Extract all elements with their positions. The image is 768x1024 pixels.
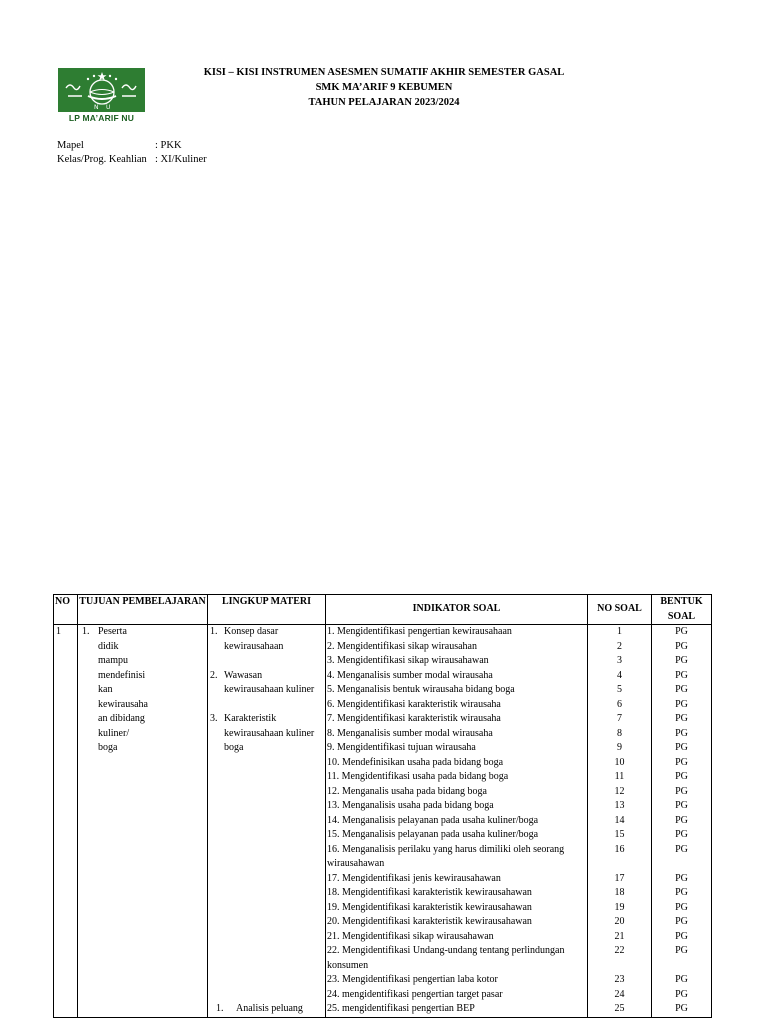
tujuan-line: didik	[98, 640, 119, 652]
lingkup-text: Karakteristik kewirausahaan kuliner boga	[224, 713, 315, 753]
indikator-item: 15. Menganalisis pelayanan pada usaha kuliner/boga	[327, 829, 539, 840]
svg-text:N: N	[94, 104, 99, 111]
no-soal-value: 23	[614, 974, 625, 985]
document-title-line-3: TAHUN PELAJARAN 2023/2024	[308, 97, 460, 108]
bentuk-soal-value: PG	[675, 945, 688, 956]
bentuk-soal-value: PG	[675, 887, 688, 898]
lingkup-bottom-number: 1.	[216, 1003, 224, 1014]
lingkup-text: Konsep dasar kewirausahaan	[224, 626, 284, 652]
no-soal-value: 19	[614, 901, 625, 913]
lingkup-cell	[208, 625, 326, 1018]
lingkup-list	[210, 625, 323, 756]
indikator-item: 17. Mengidentifikasi jenis kewirausahawan	[327, 872, 501, 884]
header-bentuk: BENTUK SOAL	[652, 595, 712, 625]
no-soal-value: 2	[617, 640, 622, 652]
no-soal-value: 13	[614, 800, 625, 811]
header-indikator: INDIKATOR SOAL	[326, 595, 588, 625]
indikator-item: 13. Menganalisis usaha pada bidang boga	[327, 800, 494, 811]
indikator-cell	[326, 625, 588, 1018]
no-soal-value: 6	[617, 698, 622, 710]
indikator-item: 18. Mengidentifikasi karakteristik kewirausahawan	[327, 887, 532, 898]
lingkup-bottom-text: Analisis peluang	[236, 1003, 303, 1014]
bentuk-soal-value: PG	[675, 916, 688, 927]
tujuan-line: mampu	[98, 655, 128, 666]
indikator-item: 8. Menganalisis sumber modal wirausaha	[327, 727, 493, 739]
bentuk-soal-value: PG	[675, 698, 688, 710]
header-tujuan: TUJUAN PEMBELAJARAN	[78, 595, 208, 625]
kelas-value: : XI/Kuliner	[155, 154, 207, 165]
bentuk-soal-value: PG	[675, 814, 688, 826]
no-soal-value: 15	[614, 829, 625, 840]
lingkup-text: Wawasan kewirausahaan kuliner	[224, 669, 315, 695]
tujuan-line: kuliner/	[98, 727, 130, 739]
indikator-item: 24. mengidentifikasi pengertian target pasar	[327, 988, 503, 1000]
lingkup-number: 3.	[210, 713, 218, 724]
indikator-item: 16. Menganalisis perilaku yang harus dimiliki oleh seorang wirausahawan	[327, 843, 565, 869]
lingkup-item	[210, 669, 323, 698]
tujuan-line: Peserta	[98, 626, 127, 637]
lingkup-number: 2.	[210, 669, 218, 681]
header-no: NO	[54, 595, 78, 625]
no-soal-value: 12	[614, 785, 625, 797]
indikator-item: 19. Mengidentifikasi karakteristik kewirausahawan	[327, 901, 532, 913]
lingkup-bottom-item	[208, 1002, 334, 1017]
indikator-item: 5. Menganalisis bentuk wirausaha bidang boga	[327, 684, 515, 695]
tujuan-line: mendefinisi	[98, 669, 146, 681]
no-soal-value: 21	[614, 930, 625, 942]
indikator-item: 9. Mengidentifikasi tujuan wirausaha	[327, 742, 476, 753]
bentuk-soal-value: PG	[675, 742, 688, 753]
logo-caption: LP MA’ARIF NU	[68, 113, 135, 123]
indikator-item: 4. Menganalisis sumber modal wirausaha	[327, 669, 493, 681]
no-soal-value: 1	[617, 626, 622, 637]
kisi-kisi-table	[53, 594, 712, 1018]
row-number: 1	[54, 625, 78, 1018]
table-header-row	[54, 595, 712, 625]
lingkup-item	[210, 712, 323, 756]
indikator-item: 14. Menganalisis pelayanan pada usaha kuliner/boga	[327, 814, 539, 826]
tujuan-cell	[78, 625, 208, 1018]
bentuk-soal-value: PG	[675, 829, 688, 840]
bentuk-soal-value: PG	[675, 640, 688, 652]
bentuk-soal-value: PG	[675, 727, 688, 739]
header-lingkup: LINGKUP MATERI	[208, 595, 326, 625]
indikator-item: 7. Mengidentifikasi karakteristik wirausaha	[327, 713, 501, 724]
no-soal-value: 4	[617, 669, 622, 681]
meta-mapel	[57, 139, 182, 152]
indikator-item: 1. Mengidentifikasi pengertian kewirausahaan	[327, 626, 512, 637]
header-no-soal: NO SOAL	[588, 595, 652, 625]
bentuk-soal-value: PG	[675, 974, 688, 985]
document-title-line-1: KISI – KISI INSTRUMEN ASESMEN SUMATIF AKHIR SEMESTER GASAL	[203, 67, 565, 78]
lingkup-number: 1.	[210, 626, 218, 637]
bentuk-soal-value: PG	[675, 626, 688, 637]
no-soal-value: 25	[614, 1003, 625, 1014]
no-soal-value: 11	[614, 771, 625, 782]
no-soal-value: 7	[617, 713, 622, 724]
bentuk-soal-value: PG	[675, 843, 688, 855]
indikator-item: 21. Mengidentifikasi sikap wirausahawan	[327, 930, 494, 942]
no-soal-value: 5	[617, 684, 622, 695]
indikator-item: 3. Mengidentifikasi sikap wirausahawan	[327, 655, 489, 666]
bentuk-soal-value: PG	[675, 785, 688, 797]
meta-kelas	[57, 153, 207, 166]
indikator-item: 2. Mengidentifikasi sikap wirausahan	[327, 640, 477, 652]
no-soal-value: 9	[617, 742, 622, 753]
bentuk-soal-value: PG	[675, 669, 688, 681]
svg-text:U: U	[106, 104, 111, 111]
lingkup-item	[210, 625, 323, 654]
no-soal-value: 24	[614, 988, 625, 1000]
bentuk-soal-value: PG	[675, 684, 688, 695]
tujuan-line: an dibidang	[98, 713, 145, 724]
no-soal-value: 3	[617, 655, 622, 666]
indikator-item: 20. Mengidentifikasi karakteristik kewirausahawan	[327, 916, 532, 927]
bentuk-soal-value: PG	[675, 756, 688, 768]
no-soal-value: 18	[614, 887, 625, 898]
no-soal-cell	[588, 625, 652, 1018]
no-soal-value: 8	[617, 727, 622, 739]
bentuk-soal-value: PG	[675, 771, 688, 782]
indikator-item: 22. Mengidentifikasi Undang-undang tentang perlindungan konsumen	[327, 945, 565, 971]
document-title-line-2: SMK MA’ARIF 9 KEBUMEN	[315, 82, 453, 93]
bentuk-soal-value: PG	[675, 655, 688, 666]
tujuan-line: kewirausaha	[98, 698, 148, 710]
bentuk-soal-value: PG	[675, 930, 688, 942]
indikator-item: 25. mengidentifikasi pengertian BEP	[327, 1003, 475, 1014]
indikator-item: 23. Mengidentifikasi pengertian laba kotor	[327, 974, 498, 985]
tujuan-text	[98, 625, 148, 756]
mapel-label: Mapel	[57, 140, 84, 151]
table-row	[54, 625, 712, 1018]
bentuk-cell	[652, 625, 712, 1018]
indikator-item: 6. Mengidentifikasi karakteristik wirausaha	[327, 698, 501, 710]
no-soal-value: 17	[614, 872, 625, 884]
indikator-item: 12. Menganalis usaha pada bidang boga	[327, 785, 487, 797]
no-soal-list	[590, 625, 649, 1017]
bentuk-soal-value: PG	[675, 713, 688, 724]
bentuk-soal-value: PG	[675, 872, 688, 884]
no-soal-value: 20	[614, 916, 625, 927]
no-soal-value: 16	[614, 843, 625, 855]
bentuk-soal-value: PG	[675, 800, 688, 811]
no-soal-value: 14	[614, 814, 625, 826]
indikator-item: 11. Mengidentifikasi usaha pada bidang boga	[327, 771, 509, 782]
no-soal-value: 22	[614, 945, 625, 956]
indikator-item: 10. Mendefinisikan usaha pada bidang boga	[327, 756, 504, 768]
bentuk-soal-value: PG	[675, 988, 688, 1000]
tujuan-line: kan	[98, 684, 113, 695]
bentuk-soal-value: PG	[675, 1003, 688, 1014]
mapel-value: : PKK	[155, 140, 182, 151]
tujuan-line: boga	[98, 742, 118, 753]
bentuk-soal-value: PG	[675, 901, 688, 913]
kelas-label: Kelas/Prog. Keahlian	[57, 154, 147, 165]
bentuk-list	[654, 625, 709, 1017]
tujuan-number: 1.	[82, 626, 90, 637]
indikator-list	[327, 625, 587, 1017]
no-soal-value: 10	[614, 756, 625, 768]
